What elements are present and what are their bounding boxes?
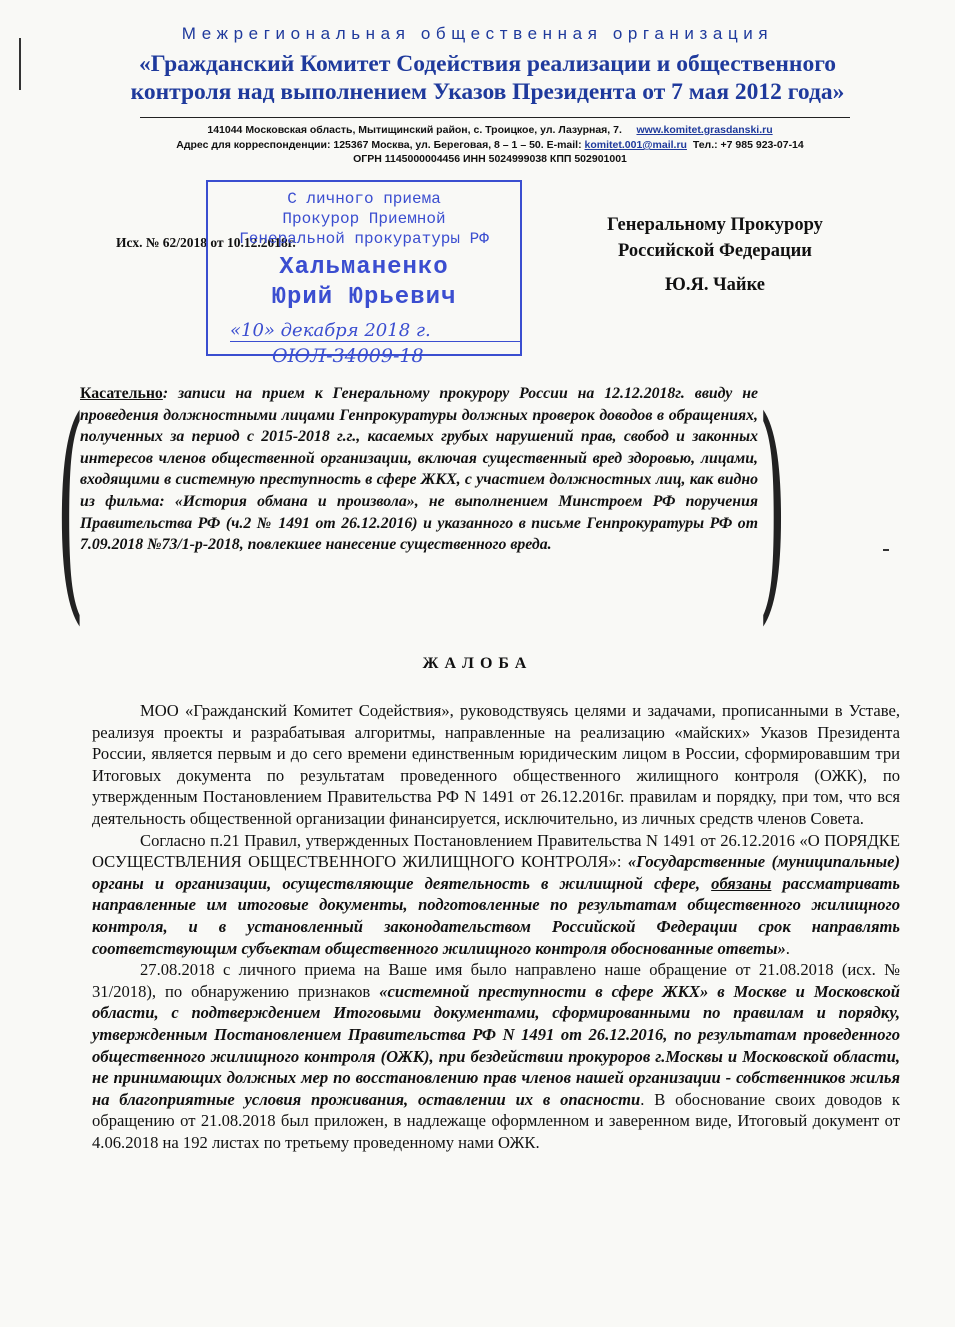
subject-left-brace: ( [56,372,85,648]
p2-quote-start: «Государственные (муниципальные) органы и организации, осуществляющие деятельность в жилищной сфере, [92,852,900,893]
subject-text: : записи на прием к Генеральному прокурору России на 12.12.2018г. ввиду не проведения должностными лицами Генпрокуратуры должных проверок доводов в обращениях, полученных за период с 2015-2018 г.г., касаемых грубых нарушений прав, свобод и законных интересов членов общественной организации, включая существенный вред здоровью, лицами, входящими в системную преступность в сфере ЖКХ, с участием должностных лиц, как видно из фильма: «История обмана и произвола», не выполнением Минстроем РФ поручения Правительства РФ (ч.2 № 1491 от 26.12.2016) и указанного в письме Генпрокуратуры РФ от 7.09.2018 №73/1-р-2018, повлекшее нанесение существенного вреда. [80,385,758,554]
paragraph-1: МОО «Гражданский Комитет Содействия», руководствуясь целями и задачами, прописанными в Уставе, реализуя проекты и разрабатывая алгоритмы, направленные на реализацию «майских» Указов Президента России, является первым и до сего времени единственным юридическим лицом в России, сформировавшим три Итоговых документа по результатам проведенного общественного жилищного контроля (ОЖК), по утвержденным Постановлением Правительства РФ N 1491 от 26.12.2016г. правилам и порядку, при том, что вся деятельность общественной организации финансируется, исключительно, из личных средств членов Совета. [92,701,900,828]
subject-block [80,383,758,556]
address-text: 141044 Московская область, Мытищинский район, с. Троицкое, ул. Лазурная, 7. [207,124,622,136]
header-rule [140,117,850,118]
address-line [120,123,860,137]
complaint-body [92,700,900,1153]
website-link[interactable]: www.komitet.grasdanski.ru [636,124,773,136]
org-name-line1: «Гражданский Комитет Содействия реализации и общественного [138,51,837,77]
registration-ids: ОГРН 1145000004456 ИНН 5024999038 КПП 502901001 [353,153,627,165]
p2-obliged: обязаны [711,873,772,893]
p3-intro: 27.08.2018 с личного приема на Ваше имя было направлено наше обращение от 21.08.2018 (исх. № 31/2018), по обнаружению признаков [92,960,900,1001]
addressee-line1: Генеральному Прокурору [607,215,823,235]
stamp-line2: Прокурор Приемной [282,210,446,228]
p2-quote-end: рассматривать направленные им итоговые документы, подготовленные по результатам общественного жилищного контроля, и в установленный законодательством Российской Федерации срок направлять соответствующим субъектам общественного жилищного контроля обоснованные ответы» [92,873,900,958]
paragraph-2 [92,830,900,960]
correspondence-text: Адрес для корреспонденции: 125367 Москва, ул. Береговая, 8 – 1 – 50. E-mail: [176,139,582,151]
stamp-line1: С личного приема [287,190,441,208]
subject-label: Касательно [80,385,163,402]
margin-dot [883,549,889,551]
phone-text: Тел.: +7 985 923-07-14 [692,139,804,151]
paragraph-3 [92,959,900,1153]
outgoing-reference: Исх. № 62/2018 от 10.12.2018г. [116,235,296,250]
org-type: Межрегиональная общественная организация [181,24,774,43]
org-name [60,50,915,106]
p3-emphasis: «системной преступности в сфере ЖКХ» в Москве и Московской области, с подтверждением Итоговыми документами, сформированными по правилам и порядку, утвержденным Постановлением Правительства РФ N 1491 от 26.12.2016, по результатам проведенного общественного жилищного контроля (ОЖК), при бездействии прокуроров г.Москвы и Московской области, не принимающих должных мер по восстановлению прав членов нашей организации - собственников жилья на благоприятные условия проживания, оставлении их в опасности [92,981,900,1109]
p3-end: . В обоснование своих доводов к обращению от 21.08.2018 был приложен, в надлежаще оформленном и заверенном виде, Итоговый документ от 4.06.2018 на 192 листах по третьему проведенному нами ОЖК. [92,1089,900,1152]
p2-period: . [785,938,790,958]
org-name-line2: контроля над выполнением Указов Президента от 7 мая 2012 года» [130,79,845,105]
subject-right-brace: ) [758,372,787,648]
margin-mark [19,38,21,90]
stamp-number-handwritten: ОЮЛ-34009-18 [272,345,424,367]
document-heading: ЖАЛОБА [422,655,533,672]
stamp-name2: Юрий Юрьевич [271,284,457,311]
addressee-line2: Российской Федерации [618,241,812,261]
addressee-line3: Ю.Я. Чайке [665,275,765,295]
stamp-line3: Генеральной прокуратуры РФ [239,230,489,248]
p2-intro: Согласно п.21 Правил, утвержденных Постановлением Правительства N 1491 от 26.12.2016 «О ПОРЯДКЕ ОСУЩЕСТВЛЕНИЯ ОБЩЕСТВЕННОГО ЖИЛИЩНОГО КОНТРОЛЯ»: [92,830,900,872]
reception-stamp [206,180,522,356]
correspondence-line [120,138,860,152]
email-link[interactable]: komitet.001@mail.ru [584,139,687,151]
stamp-name1: Хальманенко [279,254,449,281]
stamp-date-handwritten: «10» декабря 2018 г. [230,320,520,342]
